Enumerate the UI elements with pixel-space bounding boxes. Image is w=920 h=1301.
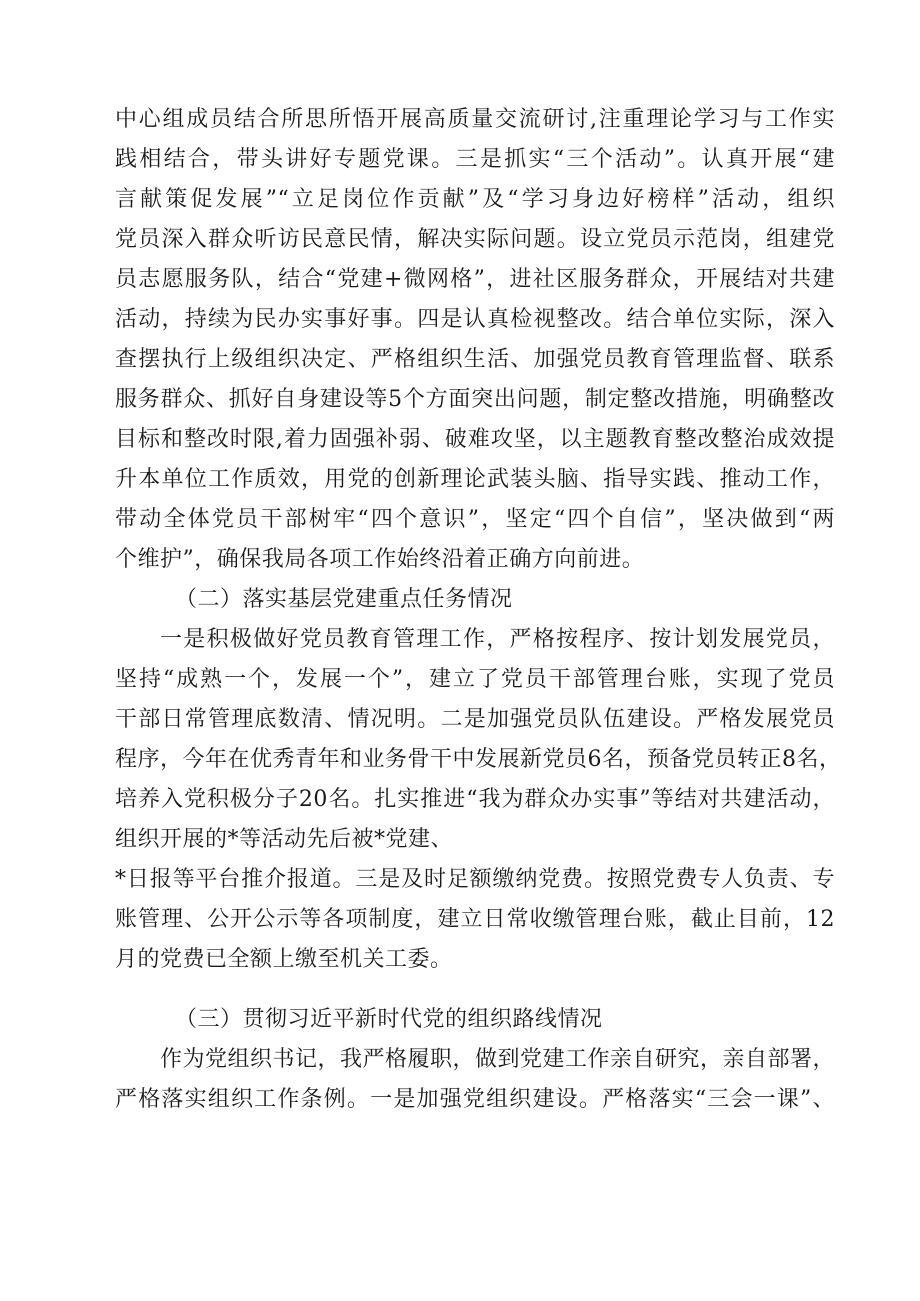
body-text-line: 个维护”，确保我局各项工作始终沿着正确方向前进。 [115, 547, 645, 572]
section-heading: （二）落实基层党建重点任务情况 [175, 587, 513, 612]
body-text-line: *日报等平台推介报道。三是及时足额缴纳党费。按照党费专人负责、专 [115, 867, 835, 892]
body-text-line: 干部日常管理底数清、情况明。二是加强党员队伍建设。严格发展党员 [115, 707, 835, 732]
body-text-line: 坚持“成熟一个，发展一个”，建立了党员干部管理台账，实现了党员 [115, 667, 835, 692]
body-text-line: 活动，持续为民办实事好事。四是认真检视整改。结合单位实际，深入 [115, 307, 835, 332]
body-text-line: 程序，今年在优秀青年和业务骨干中发展新党员6名，预备党员转正8名， [115, 747, 842, 772]
body-text-line: 严格落实组织工作条例。一是加强党组织建设。严格落实“三会一课”、 [115, 1087, 835, 1112]
body-text-line: 党员深入群众听访民意民情，解决实际问题。设立党员示范岗，组建党 [115, 227, 835, 252]
body-text-line: 言献策促发展”“立足岗位作贡献”及“学习身边好榜样”活动，组织 [115, 187, 835, 212]
body-text-line: 带动全体党员干部树牢“四个意识”，坚定“四个自信”，坚决做到“两 [115, 507, 835, 532]
body-text-line: 组织开展的*等活动先后被*党建、 [115, 827, 454, 852]
paragraph-first-line: 作为党组织书记，我严格履职，做到党建工作亲自研究，亲自部署， [160, 1047, 836, 1072]
body-text-line: 服务群众、抓好自身建设等5个方面突出问题，制定整改措施，明确整改 [115, 387, 835, 412]
body-text-line: 员志愿服务队，结合“党建+微网格”，进社区服务群众，开展结对共建 [115, 267, 835, 292]
body-text-line: 践相结合，带头讲好专题党课。三是抓实“三个活动”。认真开展“建 [115, 147, 835, 172]
body-text-line: 培养入党积极分子20名。扎实推进“我为群众办实事”等结对共建活动， [115, 787, 835, 812]
body-text-line: 中心组成员结合所思所悟开展高质量交流研讨,注重理论学习与工作实 [115, 107, 835, 132]
body-text-line: 升本单位工作质效，用党的创新理论武装头脑、指导实践、推动工作， [115, 467, 835, 492]
section-heading: （三）贯彻习近平新时代党的组织路线情况 [175, 1007, 603, 1032]
body-text-line: 月的党费已全额上缴至机关工委。 [115, 947, 453, 972]
paragraph-first-line: 一是积极做好党员教育管理工作，严格按程序、按计划发展党员， [160, 627, 835, 652]
body-text-line: 目标和整改时限,着力固强补弱、破难攻坚，以主题教育整改整治成效提 [115, 427, 835, 452]
body-text-line: 账管理、公开公示等各项制度，建立日常收缴管理台账，截止目前，12 [115, 907, 835, 932]
body-text-line: 查摆执行上级组织决定、严格组织生活、加强党员教育管理监督、联系 [115, 347, 835, 372]
